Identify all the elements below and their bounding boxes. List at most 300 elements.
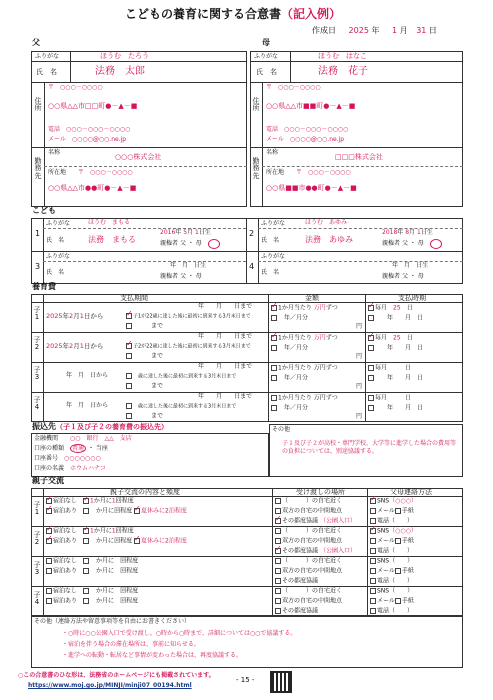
s1-amt2-lbl: 年／月分: [284, 314, 309, 322]
v4-tel-check[interactable]: [370, 608, 376, 614]
s1-opt-text: 子1が22歳に達した後に最初に到来する3月末日まで: [133, 313, 251, 320]
v4-stay0-check[interactable]: [46, 588, 52, 594]
v1-place2: [275, 508, 342, 515]
s3-month: 月: [78, 372, 85, 379]
v4-p3-check[interactable]: [275, 608, 281, 614]
child4-year: 年: [392, 262, 399, 269]
v2-freq2-m: か月に: [96, 537, 115, 545]
s2-month: 月: [73, 342, 80, 350]
s4-option: [126, 403, 236, 410]
v1-freq2-t: 回程度: [114, 507, 133, 515]
s4-opt-text: 歳に達した後に最初に到来する3月末日まで: [138, 403, 237, 410]
qr-code-icon: [270, 671, 292, 693]
s2-option-check[interactable]: [126, 343, 132, 349]
visit-heading: 親子交流: [32, 476, 64, 485]
v1-p3-check[interactable]: [275, 518, 281, 524]
s1-blank: [126, 323, 163, 330]
s1-no: 1: [34, 313, 40, 322]
v3-p2-check[interactable]: [275, 568, 281, 574]
v2-p1: ）の自宅近く: [306, 527, 343, 535]
support-row3-label: [32, 367, 42, 382]
v4-mail: [370, 598, 414, 605]
v1-stay1-check[interactable]: [46, 508, 52, 514]
s3-year: 年: [66, 372, 73, 379]
visit-col-content: 親子交流の内容と頻度: [110, 488, 180, 496]
s4-amt2-lbl: 年／月分: [284, 404, 309, 412]
s4-amt1-e: ずつ: [325, 394, 338, 402]
bank-inst-val: ○○ 銀行 △△ 支店: [70, 435, 132, 442]
notes-line3: ・進学への転動・転居など事情が変わった場合は、再度協議する。: [62, 652, 242, 659]
child3-no: 3: [35, 262, 41, 271]
v3-tel: 電話（ ）: [370, 578, 413, 585]
v3-freq2-check[interactable]: [83, 568, 89, 574]
s4-from: [66, 403, 108, 410]
s3-made: まで: [151, 382, 164, 390]
mother-furigana-label: ふりがな: [254, 53, 279, 60]
father-heading: 父: [32, 38, 40, 47]
notes-line1: ・○時に○○公園入口で受け渡し。○時から○時まで。詳細については○○で協議する。: [62, 630, 297, 637]
s3-amt1-lbl: 1か月当たり: [278, 364, 312, 372]
support-col-amount: 金額: [305, 294, 319, 302]
v4-stay1: [46, 598, 138, 605]
bank-inst-lbl: 金融機関: [34, 435, 59, 442]
child4-parent-lbl: 親権者: [382, 273, 401, 280]
s4-amt2-check[interactable]: [271, 405, 277, 411]
v2-letter-check[interactable]: [395, 538, 401, 544]
v1-place1: （ ）の自宅近く: [275, 498, 342, 505]
s3-blank-check[interactable]: [126, 383, 132, 389]
s4-hi: 日まで: [234, 393, 253, 400]
s1-option-check[interactable]: [126, 313, 132, 319]
source-link[interactable]: https://www.moj.go.jp/MINJI/minji07_00194.html: [28, 682, 192, 689]
s1-tsuki: 月: [216, 303, 223, 310]
s2-day: 日から: [83, 342, 104, 350]
mother-mail: メール ○○○○@○○.ne.jp: [266, 136, 345, 143]
v4-p2: 双方の自宅の中間地点: [282, 597, 343, 605]
bank-head: 振込先: [32, 422, 56, 431]
child3-year: 年: [170, 262, 177, 269]
s1-made: まで: [151, 322, 164, 330]
bank-inst: [34, 436, 132, 443]
v1-letter-check[interactable]: [395, 508, 401, 514]
date-label: 作成日: [312, 26, 336, 35]
v3-stay0-lbl: 宿泊なし: [53, 557, 78, 565]
mother-furigana: ほうむ はなこ: [318, 52, 367, 60]
s4-amt1-v: 万円: [313, 394, 326, 402]
s4-no: 4: [34, 403, 40, 412]
s4-pay-tsuki: 月: [405, 404, 412, 412]
v4-no: 4: [34, 598, 40, 607]
bank-holder: [34, 466, 106, 473]
s1-pay-day: 25: [393, 304, 401, 312]
s4-option-check[interactable]: [126, 403, 132, 409]
s1-day: 日から: [83, 312, 104, 320]
v1-freq-t: 回程度: [115, 497, 134, 505]
child2-birth-m: 8: [405, 229, 410, 236]
v2-summer-check[interactable]: [134, 538, 140, 544]
v4-p2-check[interactable]: [275, 598, 281, 604]
v4-freq-m: か月に: [96, 587, 115, 595]
v4-stay1-check[interactable]: [46, 598, 52, 604]
s1-from-m: 2: [69, 312, 74, 320]
mother-zip: 〒 ○○○－○○○○: [266, 84, 321, 91]
v3-freq-check[interactable]: [83, 558, 89, 564]
s1-month: 月: [73, 312, 80, 320]
s2-pay-day: 25: [393, 334, 401, 342]
s4-pay-nen: 年: [387, 404, 394, 412]
date-m: 月: [399, 26, 408, 35]
s2-amt1-e: ずつ: [325, 334, 338, 342]
s4-nen: 年: [198, 393, 205, 400]
v3-freq2-m: か月に: [96, 567, 115, 575]
v1-stay1-lbl: 宿泊あり: [53, 507, 78, 515]
s2-pay2-check[interactable]: [368, 345, 374, 351]
v3-no: 3: [34, 568, 40, 577]
s2-from: [46, 343, 103, 350]
s2-amt1-v: 万円: [313, 334, 326, 342]
s3-pay-nen: 年: [387, 374, 394, 382]
s1-amt1-v: 万円: [313, 304, 326, 312]
v1-no: 1: [34, 508, 40, 517]
v4-freq2-check[interactable]: [83, 598, 89, 604]
s2-amt2-check[interactable]: [271, 345, 277, 351]
child1-birth-d: 1: [194, 229, 199, 236]
s2-pay-tsuki: 月: [405, 344, 412, 352]
page-number: - 15 -: [236, 676, 255, 684]
v1-tel: 電話（ ）: [370, 518, 413, 525]
bank-num-lbl: 口座番号: [34, 455, 59, 462]
v3-sns-check[interactable]: [370, 558, 376, 564]
child1-birth-m: 5: [183, 229, 188, 236]
child2-year: 年: [397, 229, 404, 236]
child2-sei: 生: [426, 229, 433, 236]
child1-name-label: 氏 名: [46, 237, 65, 244]
s3-amt2-check[interactable]: [271, 375, 277, 381]
v4-sns-check[interactable]: [370, 588, 376, 594]
s1-pay2-check[interactable]: [368, 315, 374, 321]
child2-name-label: 氏 名: [261, 237, 280, 244]
v2-freq2-check[interactable]: [83, 538, 89, 544]
v1-m4: 電話: [377, 517, 390, 525]
s3-to-date: [198, 364, 252, 371]
child4-furi-label: ふりがな: [261, 253, 286, 260]
s3-ko: 子: [33, 366, 41, 374]
s1-blank-check[interactable]: [126, 323, 132, 329]
mother-address-label: 住所: [252, 97, 260, 113]
s2-from-d: 1: [79, 342, 84, 350]
v2-p1-check[interactable]: [275, 528, 281, 534]
child1-month: 月: [187, 229, 194, 236]
v4-mail-check[interactable]: [370, 598, 376, 604]
v1-stay-t: 泊程度: [168, 507, 187, 515]
v1-freq2-check[interactable]: [83, 508, 89, 514]
v3-p1-check[interactable]: [275, 558, 281, 564]
child2-parent-lbl: 親権者: [382, 240, 401, 247]
father-workname-label: 名称: [48, 149, 61, 156]
bank-note: （子１及び子２の養育費の振込先）: [56, 423, 168, 431]
child3-parent: [160, 274, 202, 281]
s4-pay-hi: 日: [417, 404, 424, 412]
s2-pay-hi: 日: [417, 344, 424, 352]
v3-p3-check[interactable]: [275, 578, 281, 584]
v3-tel-check[interactable]: [370, 578, 376, 584]
v2-stay0: ✓宿泊なし ✓ 1か月に1回程度: [46, 528, 134, 535]
s3-blank: [126, 383, 163, 390]
date-year: 2025: [348, 26, 369, 35]
s3-nen: 年: [198, 363, 205, 370]
v3-sns: SNS（ ）: [370, 558, 413, 565]
s2-pay-every: 毎月: [375, 334, 388, 342]
father-name: 法務 太郎: [95, 66, 145, 77]
s4-pay1-check[interactable]: [368, 395, 374, 401]
visit-row1-label: [32, 502, 42, 517]
v3-m2: メール: [377, 567, 395, 575]
child1-year: 年: [175, 229, 182, 236]
v1-p4: （公園入口）: [319, 517, 356, 525]
child4-fm: 父 ・ 母: [401, 273, 424, 280]
v2-p3-check[interactable]: [275, 548, 281, 554]
s2-pay1-check[interactable]: [368, 335, 374, 341]
s1-to-date: [198, 304, 252, 311]
child2-parent: [382, 241, 424, 248]
v3-stay0-check[interactable]: [46, 558, 52, 564]
v2-freq-check[interactable]: [83, 528, 89, 534]
v1-mail-check[interactable]: [370, 508, 376, 514]
v2-sns-check[interactable]: [370, 528, 376, 534]
v2-summer: 夏休みに: [141, 537, 166, 545]
mother-work-label: 勤務先: [252, 157, 260, 180]
s1-amt1-check[interactable]: [271, 305, 277, 311]
v2-m4: 電話: [377, 547, 390, 555]
v3-stay1-check[interactable]: [46, 568, 52, 574]
v2-m1: SNS: [377, 527, 390, 535]
s1-nen: 年: [198, 303, 205, 310]
children-heading: こども: [32, 206, 56, 215]
v1-stay0: ✓宿泊なし ✓ 1か月に1回程度: [46, 498, 134, 505]
s1-option: [126, 313, 251, 320]
v2-mail-check[interactable]: [370, 538, 376, 544]
v2-tel-check[interactable]: [370, 548, 376, 554]
child4-name-label: 氏 名: [261, 269, 280, 276]
child2-birth-d: 1: [416, 229, 421, 236]
v3-letter-check[interactable]: [395, 568, 401, 574]
s3-opt-text: 歳に達した後に最初に到来する3月末日まで: [138, 373, 237, 380]
v2-p2: 双方の自宅の中間地点: [282, 537, 343, 545]
father-furigana-label: ふりがな: [35, 53, 60, 60]
child3-furi-label: ふりがな: [46, 253, 71, 260]
s1-amt2-check[interactable]: [271, 315, 277, 321]
support-row1-label: [32, 307, 42, 322]
date-month: 1: [392, 26, 398, 35]
s2-from-y: 2025: [46, 342, 63, 350]
s2-opt-text: 子2が22歳に達した後に最初に到来する3月末日まで: [133, 343, 251, 350]
s1-pay-tsuki: 月: [405, 314, 412, 322]
child1-name: 法務 まもる: [88, 235, 136, 244]
s1-pay1: [368, 305, 413, 312]
support-col-period: 支払期間: [120, 294, 148, 302]
s2-no: 2: [34, 343, 40, 352]
support-row4-label: [32, 397, 42, 412]
father-name-label: 氏 名: [36, 68, 57, 76]
s4-yen: 円: [356, 413, 363, 420]
s2-pay-nen: 年: [387, 344, 394, 352]
v2-place1: （ ）の自宅近く: [275, 528, 342, 535]
v4-m3: 手紙: [401, 597, 414, 605]
v2-stay1-check[interactable]: [46, 538, 52, 544]
s2-yen: 円: [356, 353, 363, 360]
child1-furi-label: ふりがな: [46, 220, 71, 227]
s4-pay2-check[interactable]: [368, 405, 374, 411]
v1-sns-check[interactable]: [370, 498, 376, 504]
s3-pay2-check[interactable]: [368, 375, 374, 381]
v1-p1-check[interactable]: [275, 498, 281, 504]
child2-month: 月: [409, 229, 416, 236]
v2-mail: [370, 538, 414, 545]
s3-day: 日から: [90, 372, 109, 379]
notes-line2: ・宿泊を伴う場合の滞在場所は、事前に知らせる。: [62, 641, 200, 648]
v2-m3: 手紙: [401, 537, 414, 545]
child2-mother-circle: [430, 239, 442, 249]
s4-amt1-check[interactable]: [271, 395, 277, 401]
v4-stay1-lbl: 宿泊あり: [53, 597, 78, 605]
v4-place1: （ ）の自宅近く: [275, 588, 342, 595]
v4-letter-check[interactable]: [395, 598, 401, 604]
s1-from-d: 1: [79, 312, 84, 320]
child2-furi-label: ふりがな: [261, 220, 286, 227]
father-address: ○○県△△市□□町●－▲－■: [48, 102, 138, 110]
v1-freq-check[interactable]: [83, 498, 89, 504]
bank-type: 口座の種類 普通 ・ 当座: [34, 445, 108, 452]
v3-place3: [275, 578, 318, 585]
s3-pay1: [368, 365, 411, 372]
v4-tel: 電話（ ）: [370, 608, 413, 615]
child3-fm: 父 ・ 母: [179, 273, 202, 280]
s2-pay1: [368, 335, 413, 342]
s1-amt1-e: ずつ: [325, 304, 338, 312]
child1-birth-y: 2016: [160, 229, 176, 236]
v3-mail-check[interactable]: [370, 568, 376, 574]
s3-amt1-v: 万円: [313, 364, 326, 372]
s1-pay-nen: 年: [387, 314, 394, 322]
mother-name-label: 氏 名: [256, 68, 277, 76]
child2-furigana: ほうむ あゆみ: [305, 219, 348, 226]
s3-yen: 円: [356, 383, 363, 390]
mother-workname: □□□株式会社: [335, 153, 383, 161]
s2-amt2: [271, 345, 308, 352]
v2-m1v: （○○○）: [389, 527, 417, 535]
child1-mother-circle: [208, 239, 220, 249]
bank-num: [34, 456, 101, 463]
v1-sns: [370, 498, 417, 505]
v1-p3: その都度協議: [282, 517, 319, 525]
v2-freq-m: か月に: [93, 527, 112, 535]
s4-ko: 子: [33, 396, 41, 404]
s3-pay1-check[interactable]: [368, 365, 374, 371]
s3-amt1-check[interactable]: [271, 365, 277, 371]
v4-p1-check[interactable]: [275, 588, 281, 594]
v4-p3: その都度協議: [282, 607, 319, 615]
v4-place2: [275, 598, 342, 605]
s2-amt1-check[interactable]: [271, 335, 277, 341]
v2-m2: メール: [377, 537, 395, 545]
s2-blank-check[interactable]: [126, 353, 132, 359]
s2-pay-nichi: 日: [406, 334, 413, 342]
v3-mail: [370, 568, 414, 575]
child4-birth: [392, 263, 428, 270]
s2-blank: [126, 353, 163, 360]
visit-row4-label: [32, 592, 42, 607]
s1-from: [46, 313, 103, 320]
s4-amt2: [271, 405, 308, 412]
s4-amt1-lbl: 1か月当たり: [278, 394, 312, 402]
visit-row2-label: [32, 532, 42, 547]
child4-parent: [382, 274, 424, 281]
support-col-timing: 支払時期: [398, 294, 426, 302]
v3-p2: 双方の自宅の中間地点: [282, 567, 343, 575]
source-note: ○この合意書のひな形は、法務省のホームページにも掲載されています。: [18, 672, 215, 679]
father-mail: メール ○○○○@○○.ne.jp: [48, 136, 127, 143]
s4-blank-check[interactable]: [126, 413, 132, 419]
s1-pay1-check[interactable]: [368, 305, 374, 311]
child1-no: 1: [35, 229, 41, 238]
s2-made: まで: [151, 352, 164, 360]
notes-label: その他（連絡方法や留意事項等を自由にお書きください）: [34, 618, 191, 625]
mother-tel: 電話 ○○○－○○○－○○○○: [266, 126, 349, 133]
s4-pay-nichi: 日: [405, 394, 412, 402]
mother-workaddr: ○○県■■市●●町●－▲－■: [266, 184, 357, 192]
v1-m2: メール: [377, 507, 395, 515]
s1-pay-every: 毎月: [375, 304, 388, 312]
v3-place1: （ ）の自宅近く: [275, 558, 342, 565]
bank-holder-val: ホウムハナコ: [70, 465, 106, 472]
child1-furigana: ほうむ まもる: [88, 219, 131, 226]
v3-m1: SNS: [377, 557, 390, 565]
s3-pay-tsuki: 月: [405, 374, 412, 382]
s3-option-check[interactable]: [126, 373, 132, 379]
child3-name-label: 氏 名: [46, 269, 65, 276]
s3-from: [66, 373, 108, 380]
v4-m1: SNS: [377, 587, 390, 595]
v2-tel: 電話（ ）: [370, 548, 413, 555]
s4-pay2: [368, 405, 423, 412]
mother-heading: 母: [262, 38, 270, 47]
v1-summer-check[interactable]: [134, 508, 140, 514]
s2-hi: 日まで: [234, 333, 253, 340]
bank-holder-lbl: 口座の名義: [34, 465, 65, 472]
bank-type-current: 当座: [95, 445, 108, 452]
s1-hi: 日まで: [234, 303, 253, 310]
father-furigana: ほうむ たろう: [100, 52, 149, 60]
v2-p4: （公園入口）: [319, 547, 356, 555]
bank-other-label: その他: [272, 426, 291, 433]
child4-day: 日: [416, 262, 423, 269]
bank-heading: [32, 423, 168, 432]
s4-month: 月: [78, 402, 85, 409]
child1-fm: 父 ・ 母: [179, 240, 202, 247]
s1-from-y: 2025: [46, 312, 63, 320]
child1-sei: 生: [204, 229, 211, 236]
s4-made: まで: [151, 412, 164, 420]
v3-ko: 子: [33, 561, 41, 569]
child1-day: 日: [198, 229, 205, 236]
bank-type-lbl: 口座の種類: [34, 445, 65, 452]
v3-m3: 手紙: [401, 567, 414, 575]
s3-pay-hi: 日: [417, 374, 424, 382]
v3-p3: その都度協議: [282, 577, 319, 585]
child3-parent-lbl: 親権者: [160, 273, 179, 280]
v2-stay-t: 泊程度: [168, 537, 187, 545]
v4-freq-check[interactable]: [83, 588, 89, 594]
